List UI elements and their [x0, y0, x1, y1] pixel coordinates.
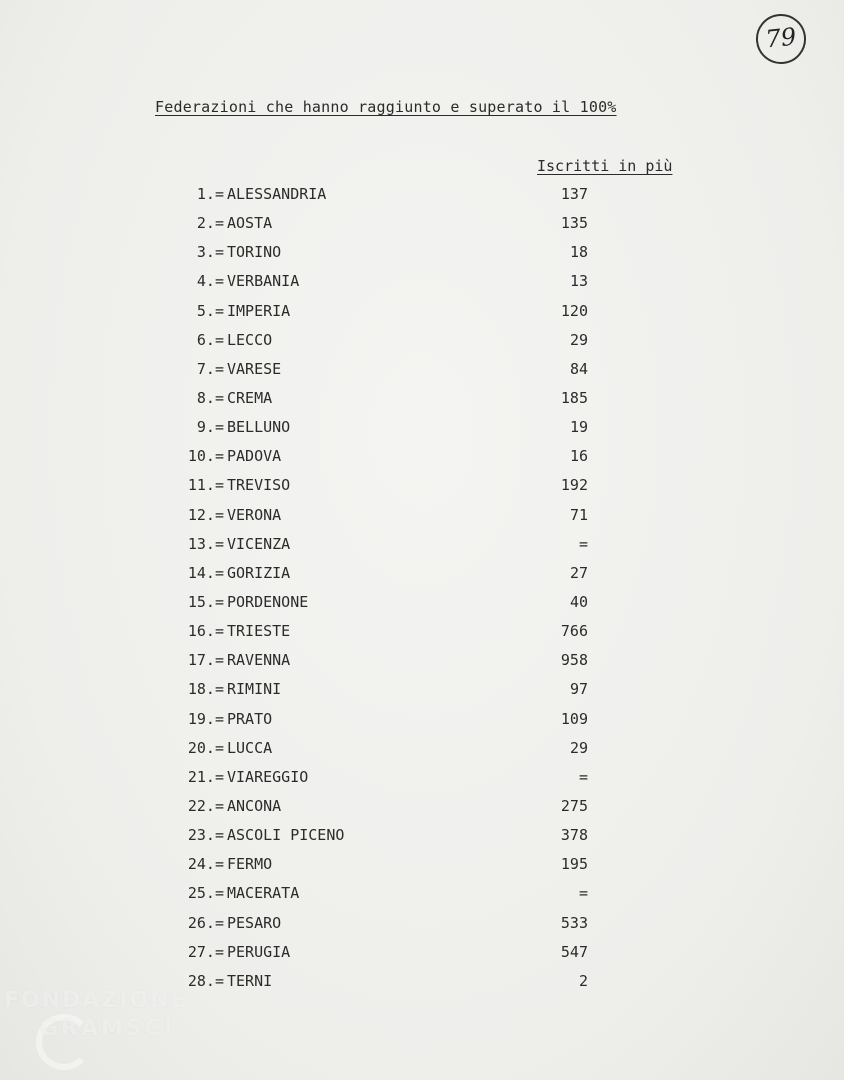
- list-item: [0, 531, 844, 560]
- row-number: 10.=: [187, 447, 224, 466]
- row-number: 6.=: [196, 330, 224, 349]
- list-item: [0, 910, 844, 939]
- list-item: [0, 210, 844, 239]
- federation-name: TORINO: [227, 243, 282, 262]
- federation-name: RIMINI: [227, 680, 282, 699]
- federation-name: ASCOLI PICENO: [227, 826, 345, 845]
- watermark-logo: [4, 990, 188, 1040]
- federation-name: PERUGIA: [227, 942, 291, 961]
- row-number: 20.=: [187, 738, 224, 757]
- list-item: [0, 298, 844, 327]
- row-number: 21.=: [187, 767, 224, 786]
- row-number: 24.=: [187, 855, 224, 874]
- federation-name: IMPERIA: [227, 301, 291, 320]
- federation-name: VICENZA: [227, 534, 291, 553]
- list-item: [0, 502, 844, 531]
- document-title: Federazioni che hanno raggiunto e superato il 100%: [155, 98, 617, 116]
- list-item: [0, 356, 844, 385]
- enrolled-extra-value: 195: [560, 855, 588, 874]
- row-number: 2.=: [196, 214, 224, 233]
- row-number: 27.=: [187, 942, 224, 961]
- enrolled-extra-value: 27: [569, 563, 588, 582]
- enrolled-extra-value: =: [578, 767, 588, 786]
- federation-name: GORIZIA: [227, 563, 291, 582]
- federation-name: TRIESTE: [227, 622, 291, 641]
- federation-name: PRATO: [227, 709, 273, 728]
- enrolled-extra-value: 16: [569, 447, 588, 466]
- federation-name: PORDENONE: [227, 592, 309, 611]
- enrolled-extra-value: 18: [569, 243, 588, 262]
- row-number: 25.=: [187, 884, 224, 903]
- enrolled-extra-value: 29: [569, 738, 588, 757]
- list-item: [0, 560, 844, 589]
- list-item: [0, 880, 844, 909]
- enrolled-extra-value: 533: [560, 913, 588, 932]
- list-item: [0, 676, 844, 705]
- federation-name: MACERATA: [227, 884, 300, 903]
- page-number-stamp: 79: [754, 12, 809, 67]
- enrolled-extra-value: 378: [560, 826, 588, 845]
- federation-name: TREVISO: [227, 476, 291, 495]
- federation-name: BELLUNO: [227, 418, 291, 437]
- enrolled-extra-value: 40: [569, 592, 588, 611]
- row-number: 12.=: [187, 505, 224, 524]
- row-number: 19.=: [187, 709, 224, 728]
- federation-name: LECCO: [227, 330, 273, 349]
- enrolled-extra-value: 192: [560, 476, 588, 495]
- list-item: [0, 939, 844, 968]
- list-item: [0, 327, 844, 356]
- list-item: [0, 472, 844, 501]
- list-item: [0, 268, 844, 297]
- federation-name: VIAREGGIO: [227, 767, 309, 786]
- row-number: 18.=: [187, 680, 224, 699]
- row-number: 3.=: [196, 243, 224, 262]
- federation-name: ALESSANDRIA: [227, 185, 327, 203]
- list-item: [0, 589, 844, 618]
- federation-name: RAVENNA: [227, 651, 291, 670]
- list-item: [0, 735, 844, 764]
- enrolled-extra-value: 135: [560, 214, 588, 233]
- list-item: [0, 239, 844, 268]
- enrolled-extra-value: 766: [560, 622, 588, 641]
- list-item: [0, 385, 844, 414]
- row-number: 13.=: [187, 534, 224, 553]
- federation-name: PADOVA: [227, 447, 282, 466]
- enrolled-extra-value: =: [578, 534, 588, 553]
- row-number: 23.=: [187, 826, 224, 845]
- enrolled-extra-value: 109: [560, 709, 588, 728]
- enrolled-extra-value: 19: [569, 418, 588, 437]
- row-number: 8.=: [196, 388, 224, 407]
- enrolled-extra-value: =: [578, 884, 588, 903]
- row-number: 22.=: [187, 796, 224, 815]
- enrolled-extra-value: 29: [569, 330, 588, 349]
- federation-name: TERNI: [227, 971, 273, 990]
- row-number: 4.=: [196, 272, 224, 291]
- federation-name: AOSTA: [227, 214, 273, 233]
- enrolled-extra-value: 97: [569, 680, 588, 699]
- enrolled-extra-value: 547: [560, 942, 588, 961]
- federation-name: VARESE: [227, 359, 282, 378]
- list-item: [0, 647, 844, 676]
- list-item: [0, 706, 844, 735]
- list-item: [0, 764, 844, 793]
- federation-name: VERBANIA: [227, 272, 300, 291]
- row-number: 11.=: [187, 476, 224, 495]
- row-number: 26.=: [187, 913, 224, 932]
- enrolled-extra-value: 185: [560, 388, 588, 407]
- row-number: 9.=: [196, 418, 224, 437]
- enrolled-extra-value: 2: [578, 971, 588, 990]
- row-number: 5.=: [196, 301, 224, 320]
- row-number: 28.=: [187, 971, 224, 990]
- list-item: [0, 822, 844, 851]
- enrolled-extra-value: 958: [560, 651, 588, 670]
- row-number: 14.=: [187, 563, 224, 582]
- enrolled-extra-value: 13: [569, 272, 588, 291]
- federation-name: ANCONA: [227, 796, 282, 815]
- enrolled-extra-value: 137: [560, 185, 588, 203]
- watermark-line2: GRAMSCI: [40, 1016, 176, 1041]
- federation-list: [0, 181, 844, 997]
- federation-name: LUCCA: [227, 738, 273, 757]
- list-item: [0, 443, 844, 472]
- row-number: 15.=: [187, 592, 224, 611]
- federation-name: CREMA: [227, 388, 273, 407]
- enrolled-extra-value: 84: [569, 359, 588, 378]
- row-number: 1.=: [196, 185, 224, 203]
- row-number: 7.=: [196, 359, 224, 378]
- enrolled-extra-value: 275: [560, 796, 588, 815]
- federation-name: VERONA: [227, 505, 282, 524]
- watermark-line1: FONDAZIONE: [4, 988, 188, 1013]
- list-item: [0, 793, 844, 822]
- column-header-iscritti: Iscritti in più: [537, 157, 673, 175]
- row-number: 17.=: [187, 651, 224, 670]
- list-item: [0, 181, 844, 210]
- list-item: [0, 618, 844, 647]
- list-item: [0, 414, 844, 443]
- enrolled-extra-value: 120: [560, 301, 588, 320]
- federation-name: PESARO: [227, 913, 282, 932]
- row-number: 16.=: [187, 622, 224, 641]
- federation-name: FERMO: [227, 855, 273, 874]
- list-item: [0, 851, 844, 880]
- bleed-through-marks: [215, 120, 225, 189]
- enrolled-extra-value: 71: [569, 505, 588, 524]
